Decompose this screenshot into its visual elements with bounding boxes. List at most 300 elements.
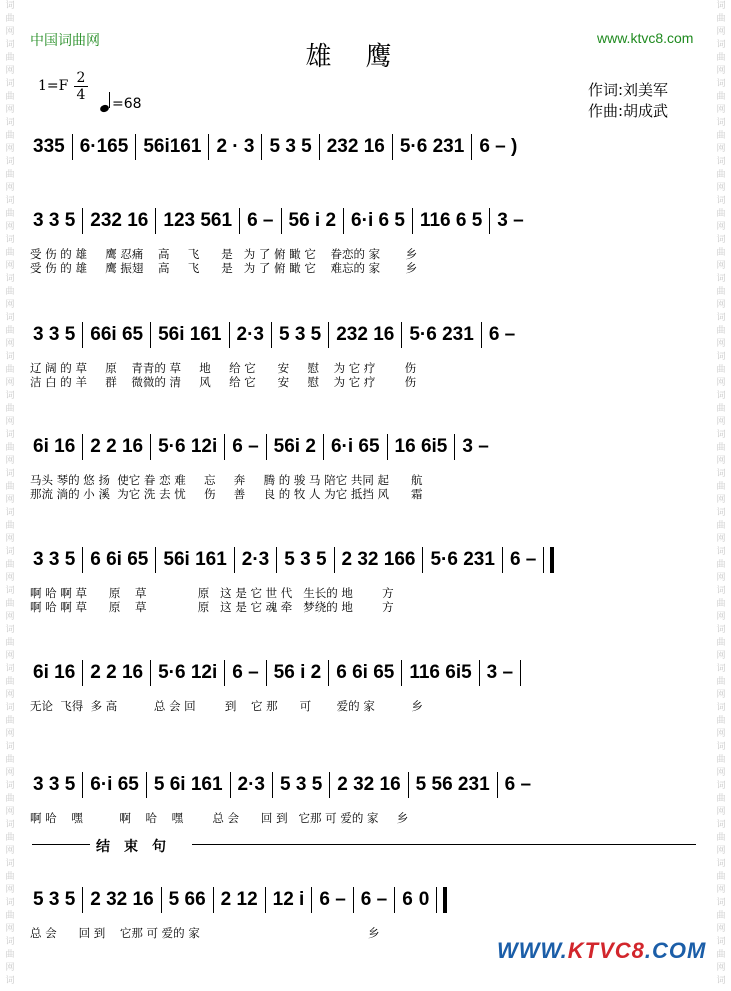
note-group: 6i 16	[33, 436, 76, 457]
barline	[82, 434, 83, 460]
note-group: 5 6i 161	[153, 774, 223, 795]
side-watermark-char: 网	[716, 261, 726, 271]
side-watermark-left	[3, 0, 17, 991]
note-group: 6 –	[488, 324, 516, 345]
side-watermark-char: 网	[5, 768, 15, 778]
site-name-left: 中国词曲网	[30, 32, 100, 48]
note-group: 232 16	[326, 136, 385, 157]
notation-line	[30, 434, 690, 460]
note-group: 6·i 65	[90, 774, 139, 795]
barline	[412, 208, 413, 234]
barline	[328, 322, 329, 348]
side-watermark-char: 词	[5, 937, 15, 947]
note-group: 5·6 12i	[158, 662, 218, 683]
note-group: 6·165	[79, 136, 129, 157]
side-watermark-char: 词	[5, 235, 15, 245]
side-watermark-char: 词	[5, 898, 15, 908]
side-watermark-char: 网	[5, 651, 15, 661]
note-group: 6·i 65	[330, 436, 380, 457]
barline	[323, 434, 324, 460]
barline	[489, 208, 490, 234]
notation-line	[30, 208, 690, 234]
barline	[224, 660, 225, 686]
side-watermark-char: 网	[716, 27, 726, 37]
side-watermark-char: 词	[5, 625, 15, 635]
barline	[239, 208, 240, 234]
side-watermark-char: 网	[716, 768, 726, 778]
final-barline	[543, 547, 544, 573]
note-group: 5·6 231	[430, 549, 495, 570]
ktvc8-logo: WWW.KTVC8.COM	[497, 938, 707, 963]
side-watermark-char: 词	[5, 118, 15, 128]
side-watermark-char: 词	[716, 469, 726, 479]
side-watermark-char: 词	[5, 703, 15, 713]
side-watermark-char: 曲	[5, 404, 15, 414]
note-group: 5 3 5	[269, 136, 312, 157]
side-watermark-char: 网	[716, 144, 726, 154]
side-watermark-char: 网	[716, 924, 726, 934]
note-group: 3 3 5	[33, 774, 76, 795]
side-watermark-char: 曲	[716, 248, 726, 258]
barline	[387, 434, 388, 460]
side-watermark-char: 曲	[5, 911, 15, 921]
barline	[334, 547, 335, 573]
notation-line	[30, 322, 690, 348]
barline	[146, 772, 147, 798]
side-watermark-char: 词	[5, 430, 15, 440]
note-group: 5 3 5	[33, 889, 76, 910]
note-group: 116 6i5	[409, 662, 472, 683]
side-watermark-char: 网	[716, 339, 726, 349]
side-watermark-char: 曲	[5, 677, 15, 687]
side-watermark-char: 曲	[5, 794, 15, 804]
side-watermark-char: 曲	[5, 638, 15, 648]
note-group: 232 16	[90, 210, 149, 231]
side-watermark-char: 曲	[716, 443, 726, 453]
side-watermark-char: 网	[5, 690, 15, 700]
side-watermark-char: 网	[716, 651, 726, 661]
note-group: 56i 161	[158, 324, 222, 345]
side-watermark-char: 词	[716, 391, 726, 401]
tempo-value: =68	[112, 96, 142, 112]
barline	[481, 322, 482, 348]
note-group: 2·3	[237, 774, 265, 795]
barline	[266, 434, 267, 460]
lyricist: 作词:刘美军	[588, 81, 669, 99]
note-group: 5 3 5	[284, 549, 327, 570]
side-watermark-char: 网	[5, 417, 15, 427]
meter-bottom: 4	[74, 86, 88, 103]
side-watermark-char: 词	[716, 859, 726, 869]
note-group: 6 6i 65	[336, 662, 395, 683]
lyric-line: 无论 飞得 多 高 总 会 回 到 它 那 可 爱的 家 乡	[30, 699, 423, 713]
side-watermark-char: 词	[716, 976, 726, 986]
note-group: 3 –	[486, 662, 514, 683]
note-group: 5 66	[168, 889, 206, 910]
note-group: 6 –	[509, 549, 537, 570]
note-group: 6 –	[319, 889, 346, 910]
side-watermark-char: 网	[5, 300, 15, 310]
ending-marker	[32, 836, 696, 855]
side-watermark-char: 网	[5, 183, 15, 193]
side-watermark-char: 曲	[716, 599, 726, 609]
barline	[234, 547, 235, 573]
lyric-line: 洁 白 的 羊 群 微微的 清 风 给 它 安 慰 为 它 疗 伤	[30, 375, 417, 389]
barline	[266, 660, 267, 686]
notation-line	[30, 660, 690, 686]
lyric-line: 辽 阔 的 草 原 青青的 草 地 给 它 安 慰 为 它 疗 伤	[30, 361, 417, 375]
side-watermark-char: 网	[716, 378, 726, 388]
barline	[72, 134, 73, 160]
barline	[353, 887, 354, 913]
side-watermark-char: 网	[5, 612, 15, 622]
side-watermark-char: 网	[5, 729, 15, 739]
note-group: 6 –	[232, 436, 259, 457]
side-watermark-char: 词	[5, 196, 15, 206]
side-watermark-char: 词	[716, 547, 726, 557]
time-signature	[74, 70, 88, 103]
barline	[150, 434, 151, 460]
side-watermark-char: 网	[716, 534, 726, 544]
side-watermark-char: 网	[716, 807, 726, 817]
side-watermark-char: 词	[5, 820, 15, 830]
note-group: 5 56 231	[415, 774, 490, 795]
side-watermark-char: 曲	[716, 521, 726, 531]
barline	[502, 547, 503, 573]
side-watermark-char: 网	[5, 456, 15, 466]
barline	[155, 547, 156, 573]
side-watermark-char: 曲	[5, 248, 15, 258]
final-barline	[443, 887, 447, 913]
quarter-note-icon	[99, 104, 110, 114]
side-watermark-char: 网	[716, 495, 726, 505]
side-watermark-char: 曲	[5, 53, 15, 63]
side-watermark-char: 词	[716, 79, 726, 89]
side-watermark-char: 词	[5, 742, 15, 752]
side-watermark-char: 曲	[5, 443, 15, 453]
note-group: 2·3	[236, 324, 264, 345]
barline	[408, 772, 409, 798]
side-watermark-char: 词	[716, 118, 726, 128]
barline	[213, 887, 214, 913]
side-watermark-char: 词	[5, 40, 15, 50]
side-watermark-char: 曲	[716, 950, 726, 960]
side-watermark-char: 曲	[716, 209, 726, 219]
side-watermark-char: 词	[716, 898, 726, 908]
side-watermark-char: 曲	[716, 677, 726, 687]
barline	[82, 887, 83, 913]
side-watermark-char: 曲	[716, 326, 726, 336]
tempo-mark	[100, 92, 142, 112]
note-group: 5·6 231	[409, 324, 474, 345]
side-watermark-char: 网	[716, 729, 726, 739]
side-watermark-char: 曲	[716, 482, 726, 492]
side-watermark-char: 网	[5, 495, 15, 505]
side-watermark-char: 曲	[5, 131, 15, 141]
side-watermark-char: 网	[716, 846, 726, 856]
side-watermark-char: 网	[5, 27, 15, 37]
side-watermark-char: 词	[5, 469, 15, 479]
note-group: 6 6i 65	[90, 549, 149, 570]
note-group: 56i 2	[273, 436, 316, 457]
lyric-line: 受 伤 的 雄 鹰 振翅 高 飞 是 为 了 俯 瞰 它 难忘的 家 乡	[30, 261, 418, 275]
side-watermark-char: 曲	[5, 209, 15, 219]
side-watermark-char: 网	[5, 573, 15, 583]
side-watermark-char: 曲	[716, 14, 726, 24]
notation-line	[30, 547, 690, 573]
side-watermark-char: 网	[716, 573, 726, 583]
side-watermark-char: 词	[5, 976, 15, 986]
note-group: 6i 16	[33, 662, 76, 683]
side-watermark-char: 曲	[5, 833, 15, 843]
note-group: 6 –	[504, 774, 532, 795]
barline	[272, 772, 273, 798]
side-watermark-char: 网	[5, 534, 15, 544]
side-watermark-char: 曲	[5, 716, 15, 726]
side-watermark-char: 词	[5, 664, 15, 674]
side-watermark-char: 网	[5, 378, 15, 388]
side-watermark-char: 曲	[716, 170, 726, 180]
note-group: 2 32 16	[337, 774, 401, 795]
barline	[150, 660, 151, 686]
side-watermark-char: 网	[5, 924, 15, 934]
side-watermark-char: 词	[5, 1, 15, 11]
side-watermark-char: 曲	[5, 170, 15, 180]
side-watermark-char: 词	[5, 781, 15, 791]
note-group: 116 6 5	[419, 210, 483, 231]
side-watermark-char: 词	[716, 703, 726, 713]
side-watermark-char: 网	[5, 222, 15, 232]
side-watermark-char: 曲	[716, 53, 726, 63]
side-watermark-char: 曲	[5, 599, 15, 609]
barline	[281, 208, 282, 234]
note-group: 6 –	[247, 210, 274, 231]
note-group: 12 i	[272, 889, 305, 910]
note-group: 3 –	[497, 210, 524, 231]
barline	[394, 887, 395, 913]
ending-label: 结束句	[96, 839, 180, 855]
note-group: 123 561	[163, 210, 233, 231]
lyric-line: 总 会 回 到 它那 可 爱的 家 乡	[30, 926, 380, 940]
barline	[161, 887, 162, 913]
side-watermark-char: 曲	[716, 638, 726, 648]
barline	[82, 208, 83, 234]
side-watermark-char: 词	[716, 274, 726, 284]
barline	[329, 772, 330, 798]
barline	[328, 660, 329, 686]
side-watermark-char: 词	[5, 352, 15, 362]
barline	[135, 134, 136, 160]
side-watermark-char: 曲	[716, 560, 726, 570]
barline	[265, 887, 266, 913]
note-group: 2 32 16	[90, 889, 154, 910]
key-signature: 1=F	[38, 78, 69, 94]
note-group: 16 6i5	[394, 436, 448, 457]
barline	[422, 547, 423, 573]
side-watermark-char: 词	[5, 586, 15, 596]
note-group: 2 2 16	[90, 662, 144, 683]
note-group: 6·i 6 5	[351, 210, 405, 231]
barline	[471, 134, 472, 160]
side-watermark-char: 词	[5, 79, 15, 89]
note-group: 2 · 3	[216, 136, 255, 157]
note-group: 56i161	[143, 136, 202, 157]
side-watermark-char: 词	[716, 937, 726, 947]
note-group: 56 i 2	[288, 210, 337, 231]
barline	[261, 134, 262, 160]
side-watermark-char: 曲	[5, 14, 15, 24]
side-watermark-char: 网	[5, 105, 15, 115]
note-group: 66i 65	[90, 324, 144, 345]
side-watermark-char: 网	[716, 456, 726, 466]
side-watermark-char: 词	[716, 352, 726, 362]
side-watermark-char: 曲	[716, 131, 726, 141]
note-group: 232 16	[336, 324, 395, 345]
barline	[343, 208, 344, 234]
barline	[319, 134, 320, 160]
barline	[82, 772, 83, 798]
side-watermark-char: 词	[716, 820, 726, 830]
side-watermark-char: 词	[5, 859, 15, 869]
lyric-line: 啊 哈 啊 草 原 草 原 这 是 它 世 代 生长的 地 方	[30, 586, 394, 600]
side-watermark-char: 曲	[5, 755, 15, 765]
barline	[520, 660, 521, 686]
barline	[497, 772, 498, 798]
side-watermark-char: 词	[716, 781, 726, 791]
side-watermark-char: 曲	[5, 287, 15, 297]
side-watermark-char: 曲	[716, 716, 726, 726]
note-group: 5 3 5	[278, 324, 322, 345]
note-group: 6 – )	[479, 136, 518, 157]
note-group: 3 3 5	[33, 549, 76, 570]
note-group: 335	[33, 136, 65, 157]
note-group: 2 32 166	[341, 549, 416, 570]
notation-line	[30, 887, 690, 913]
site-url-right: www.ktvc8.com	[597, 30, 694, 46]
side-watermark-char: 词	[5, 313, 15, 323]
note-group: 3 3 5	[33, 210, 76, 231]
side-watermark-char: 网	[716, 885, 726, 895]
side-watermark-char: 网	[716, 417, 726, 427]
lyric-line: 受 伤 的 雄 鹰 忍痛 高 飞 是 为 了 俯 瞰 它 眷恋的 家 乡	[30, 247, 418, 261]
side-watermark-char: 曲	[716, 404, 726, 414]
side-watermark-char: 网	[716, 222, 726, 232]
barline	[208, 134, 209, 160]
side-watermark-char: 词	[716, 430, 726, 440]
note-group: 5 3 5	[280, 774, 323, 795]
side-watermark-char: 词	[716, 40, 726, 50]
lyric-line: 那流 淌的 小 溪 为它 洗 去 忧 伤 善 良 的 牧 人 为它 抵挡 风 霜	[30, 487, 423, 501]
note-group: 5·6 12i	[158, 436, 218, 457]
credits	[588, 80, 668, 122]
barline	[155, 208, 156, 234]
side-watermark-char: 曲	[5, 326, 15, 336]
side-watermark-char: 曲	[5, 482, 15, 492]
barline	[150, 322, 151, 348]
side-watermark-char: 网	[5, 144, 15, 154]
meter-top: 2	[76, 70, 86, 86]
side-watermark-char: 词	[716, 1, 726, 11]
lyric-line: 啊 哈 啊 草 原 草 原 这 是 它 魂 牵 梦绕的 地 方	[30, 600, 394, 614]
barline	[224, 434, 225, 460]
barline	[276, 547, 277, 573]
composer: 作曲:胡成武	[588, 102, 669, 120]
side-watermark-char: 曲	[5, 950, 15, 960]
side-watermark-char: 曲	[716, 755, 726, 765]
side-watermark-char: 词	[716, 157, 726, 167]
side-watermark-char: 网	[5, 339, 15, 349]
side-watermark-char: 曲	[5, 560, 15, 570]
side-watermark-char: 网	[716, 105, 726, 115]
barline	[229, 322, 230, 348]
note-group: 0	[418, 889, 430, 910]
side-watermark-char: 网	[5, 807, 15, 817]
final-barline	[550, 547, 554, 573]
barline	[311, 887, 312, 913]
barline	[401, 660, 402, 686]
side-watermark-char: 词	[5, 157, 15, 167]
note-group: 2·3	[241, 549, 270, 570]
note-group: 6 –	[360, 889, 388, 910]
side-watermark-char: 网	[5, 261, 15, 271]
side-watermark-char: 网	[5, 846, 15, 856]
barline	[82, 322, 83, 348]
barline	[479, 660, 480, 686]
lyric-line: 啊 哈 嘿 啊 哈 嘿 总 会 回 到 它那 可 爱的 家 乡	[30, 811, 409, 825]
note-group: 2 12	[220, 889, 258, 910]
side-watermark-char: 词	[716, 235, 726, 245]
notation-line	[30, 134, 690, 160]
final-barline	[436, 887, 437, 913]
note-group: 2 2 16	[90, 436, 144, 457]
barline	[401, 322, 402, 348]
side-watermark-char: 曲	[716, 794, 726, 804]
side-watermark-char: 词	[5, 547, 15, 557]
side-watermark-char: 词	[5, 274, 15, 284]
side-watermark-char: 词	[716, 664, 726, 674]
barline	[82, 660, 83, 686]
note-group: 5·6 231	[399, 136, 465, 157]
barline	[230, 772, 231, 798]
side-watermark-char: 曲	[716, 365, 726, 375]
side-watermark-char: 词	[716, 508, 726, 518]
side-watermark-char: 曲	[5, 872, 15, 882]
song-title: 雄鹰	[305, 42, 426, 72]
notation-line	[30, 772, 690, 798]
side-watermark-char: 网	[5, 66, 15, 76]
side-watermark-char: 曲	[5, 521, 15, 531]
barline	[392, 134, 393, 160]
note-group: 3 –	[462, 436, 489, 457]
side-watermark-char: 曲	[5, 92, 15, 102]
note-group: 56i 161	[163, 549, 227, 570]
side-watermark-char: 曲	[5, 365, 15, 375]
note-group: 56 i 2	[273, 662, 322, 683]
side-watermark-char: 网	[5, 885, 15, 895]
side-watermark-char: 曲	[716, 911, 726, 921]
barline	[82, 547, 83, 573]
side-watermark-char: 词	[716, 196, 726, 206]
side-watermark-char: 网	[5, 963, 15, 973]
side-watermark-char: 曲	[716, 833, 726, 843]
note-group: 3 3 5	[33, 324, 76, 345]
side-watermark-char: 曲	[716, 872, 726, 882]
side-watermark-char: 词	[5, 391, 15, 401]
side-watermark-char: 网	[716, 183, 726, 193]
barline	[271, 322, 272, 348]
side-watermark-char: 词	[716, 586, 726, 596]
side-watermark-char: 网	[716, 66, 726, 76]
